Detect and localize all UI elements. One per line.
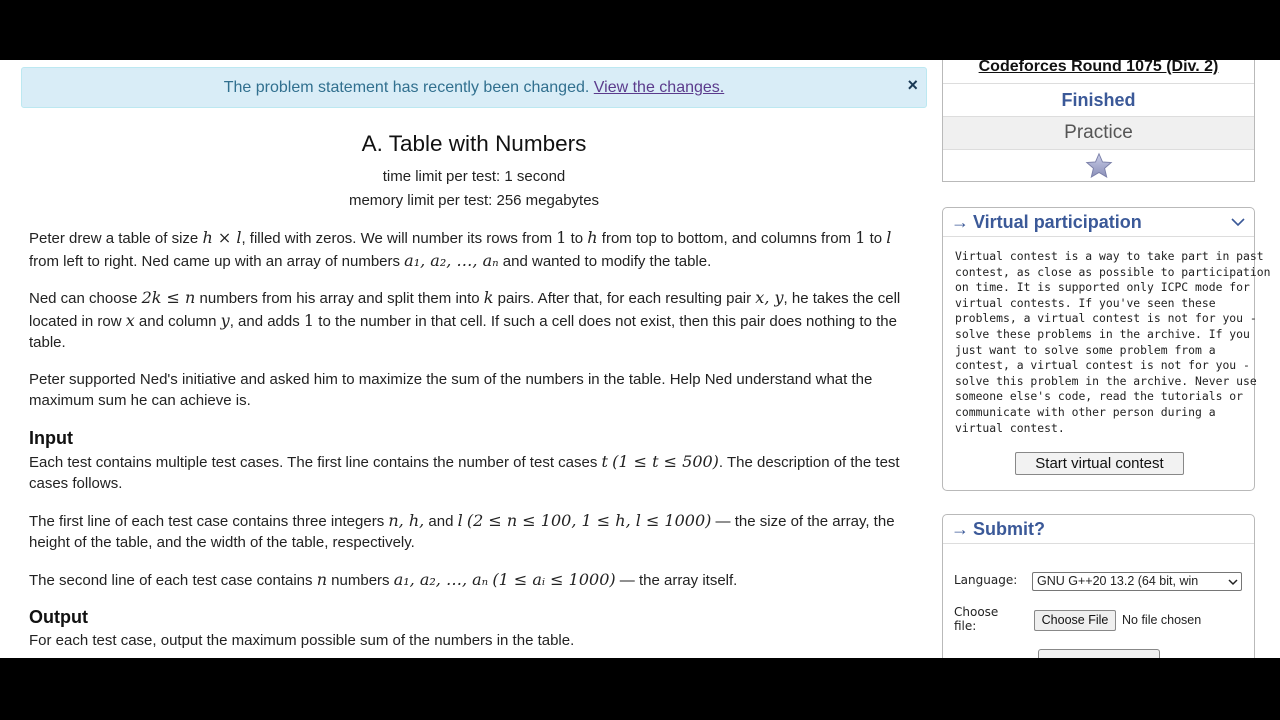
chevron-down-icon[interactable]: [1230, 214, 1246, 230]
choose-file-label: Choose file:: [954, 605, 999, 633]
language-label: Language:: [954, 573, 1018, 587]
arrow-right-icon: →: [951, 212, 969, 232]
chevron-down-icon: [1228, 577, 1238, 587]
contest-status: Finished: [943, 84, 1254, 117]
no-file-chosen-text: No file chosen: [1122, 613, 1202, 627]
arrow-right-icon: →: [951, 519, 969, 539]
view-changes-link[interactable]: View the changes.: [593, 79, 725, 96]
time-limit: time limit per test: 1 second: [382, 168, 566, 185]
contest-name-link[interactable]: Codeforces Round 1075 (Div. 2): [943, 60, 1254, 84]
favorite-star[interactable]: [943, 150, 1254, 183]
submit-title: Submit?: [973, 519, 1045, 539]
virtual-participation-title: Virtual participation: [973, 212, 1142, 232]
legend-paragraph-2: Ned can choose 2k ≤ n numbers from his array and split them into k pairs. After that, for each resulting pair x, y, he takes the cell located in row x and column y, and adds 1 to the number in that cell. If such a cell does not exist, then this pair does nothing to the table.: [29, 288, 901, 351]
notice-text: The problem statement has recently been changed.: [223, 79, 590, 96]
memory-limit: memory limit per test: 256 megabytes: [348, 192, 600, 209]
virtual-participation-header[interactable]: [943, 208, 1254, 237]
submit-box: [942, 514, 1255, 658]
submit-button[interactable]: [1038, 649, 1160, 658]
virtual-participation-text: Virtual contest is a way to take part in past contest, as close as possible to participation on time. It is supported only ICPC mode for virtual contests. If you've seen these problems, a virtual contest is not for you - solve these problems in the archive. If you just want to solve some problem from a contest, a virtual contest is not for you - solve this problem in the archive. Never use someone else's code, read the tutorials or communicate with other person during a virtual contest.: [955, 249, 1271, 435]
output-header: Output: [29, 607, 88, 627]
input-header: Input: [29, 427, 73, 448]
statement-changed-notice: [21, 67, 927, 108]
output-paragraph-1: For each test case, output the maximum possible sum of the numbers in the table.: [29, 632, 575, 649]
close-icon[interactable]: ×: [907, 75, 918, 95]
input-paragraph-2: The first line of each test case contains three integers n, h, and l (2 ≤ n ≤ 100, 1 ≤ h, l ≤ 1000) — the size of the array, the height of the table, and the width of the table, respectively.: [29, 510, 895, 551]
start-virtual-contest-button[interactable]: Start virtual contest: [1015, 452, 1184, 475]
input-paragraph-3: The second line of each test case contains n numbers a₁, a₂, …, aₙ (1 ≤ aᵢ ≤ 1000) — the array itself.: [29, 569, 738, 589]
legend-paragraph-1: Peter drew a table of size h × l, filled with zeros. We will number its rows from 1 to h from top to bottom, and columns from 1 to l from left to right. Ned came up with an array of numbers a₁, a₂, …, aₙ and wanted to modify the table.: [29, 228, 892, 270]
submit-header: [943, 515, 1254, 544]
problem-title: A. Table with Numbers: [361, 131, 587, 156]
problem-statement: [29, 120, 919, 652]
virtual-participation-box: [942, 207, 1271, 491]
browser-viewport: [0, 60, 1280, 658]
legend-paragraph-3: Peter supported Ned's initiative and asked him to maximize the sum of the numbers in the table. Help Ned understand what the maximum sum he can achieve is.: [29, 370, 873, 409]
contest-mode: Practice: [943, 117, 1254, 150]
language-selected-value: GNU G++20 13.2 (64 bit, win: [1037, 574, 1199, 588]
star-icon[interactable]: [1085, 152, 1113, 180]
contest-info-box: [942, 60, 1255, 182]
language-select[interactable]: [1032, 572, 1242, 591]
input-paragraph-1: Each test contains multiple test cases. The first line contains the number of test cases t (1 ≤ t ≤ 500). The description of the test cases follows.: [29, 451, 900, 492]
choose-file-button[interactable]: Choose File: [1034, 610, 1116, 631]
